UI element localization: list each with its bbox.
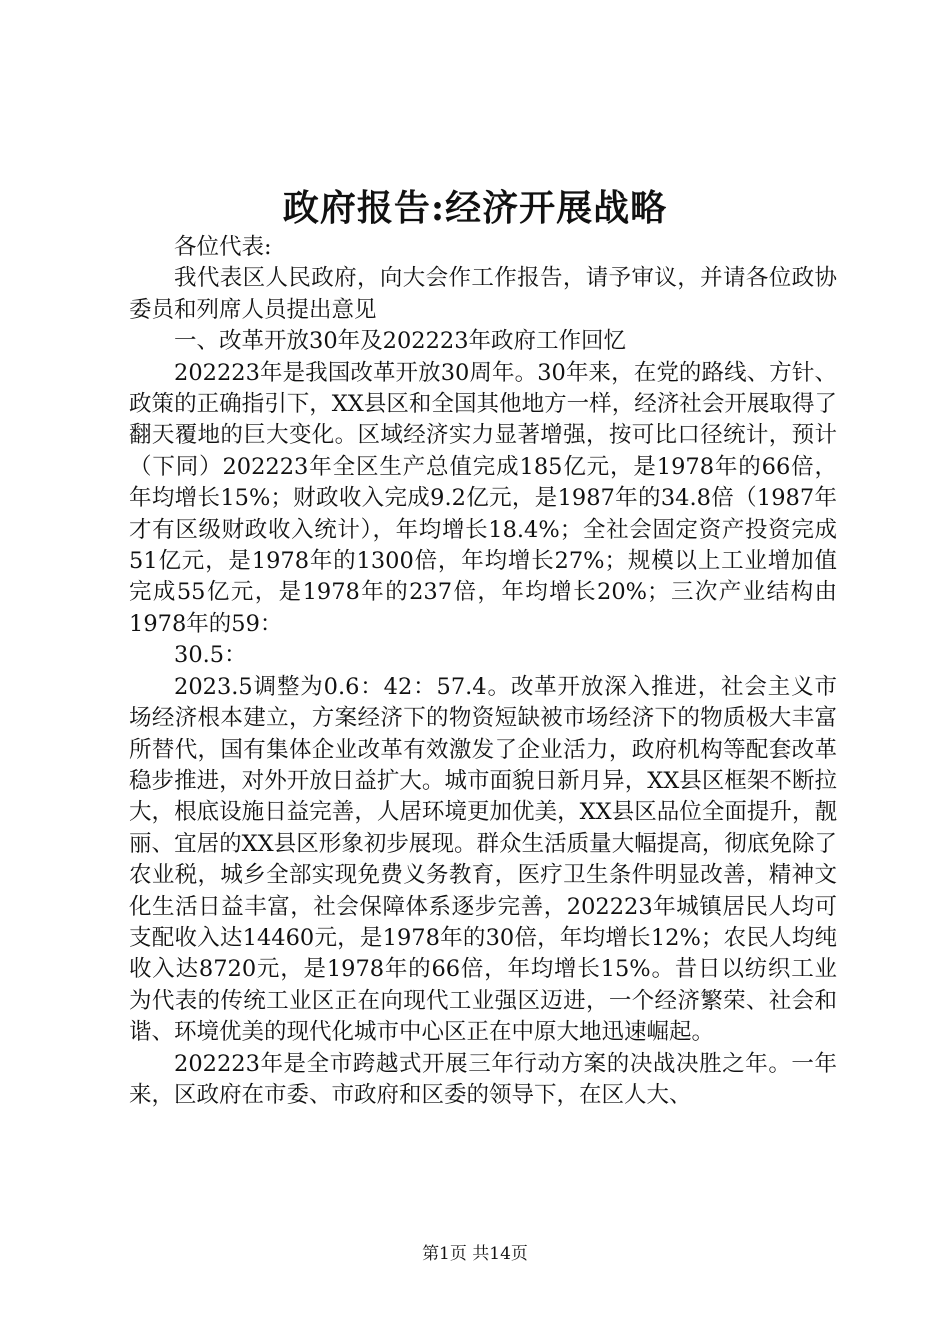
paragraph-year-summary: 202223年是全市跨越式开展三年行动方案的决战决胜之年。一年来，区政府在市委、市政府和区委的领导下，在区人大、 xyxy=(129,1050,837,1108)
paragraph-development: 2023.5调整为0.6：42：57.4。改革开放深入推进，社会主义市场经济根本建立，方案经济下的物资短缺被市场经济下的物质极大丰富所替代，国有集体企业改革有效激发了企业活力，政府机构等配套改革稳步推进，对外开放日益扩大。城市面貌日新月异，XX县区框架不断拉大，根底设施日益完善，人居环境更加优美，XX县区品位全面提升，靓丽、宜居的XX县区形象初步展现。群众生活质量大幅提高，彻底免除了农业税，城乡全部实现免费义务教育，医疗卫生条件明显改善，精神文化生活日益丰富，社会保障体系逐步完善，202223年城镇居民人均可支配收入达14460元，是1978年的30倍，年均增长12%；农民人均纯收入达8720元，是1978年的66倍，年均增长15%。昔日以纺织工业为代表的传统工业区正在向现代工业强区迈进，一个经济繁荣、社会和谐、环境优美的现代化城市中心区正在中原大地迅速崛起。 xyxy=(129,673,837,1046)
section-heading: 一、改革开放30年及202223年政府工作回忆 xyxy=(174,328,627,355)
paragraph-review: 202223年是我国改革开放30周年。30年来，在党的路线、方针、政策的正确指引下，XX县区和全国其他地方一样，经济社会开展取得了翻天覆地的巨大变化。区域经济实力显著增强，按可比口径统计，预计（下同）202223年全区生产总值完成185亿元，是1978年的66倍，年均增长15%；财政收入完成9.2亿元，是1987年的34.8倍（1987年才有区级财政收入统计），年均增长18.4%；全社会固定资产投资完成51亿元，是1978年的1300倍，年均增长27%；规模以上工业增加值完成55亿元，是1978年的237倍，年均增长20%；三次产业结构由1978年的59： xyxy=(129,359,837,637)
paragraph-fragment: 30.5： xyxy=(174,642,247,669)
page-number: 第1页 共14页 xyxy=(422,1244,528,1264)
document-body xyxy=(129,232,837,1111)
paragraph-greeting: 各位代表: xyxy=(174,234,272,260)
document-title: 政府报告:经济开展战略 xyxy=(282,187,668,229)
paragraph-intro: 我代表区人民政府，向大会作工作报告，请予审议，并请各位政协委员和列席人员提出意见 xyxy=(129,265,837,323)
